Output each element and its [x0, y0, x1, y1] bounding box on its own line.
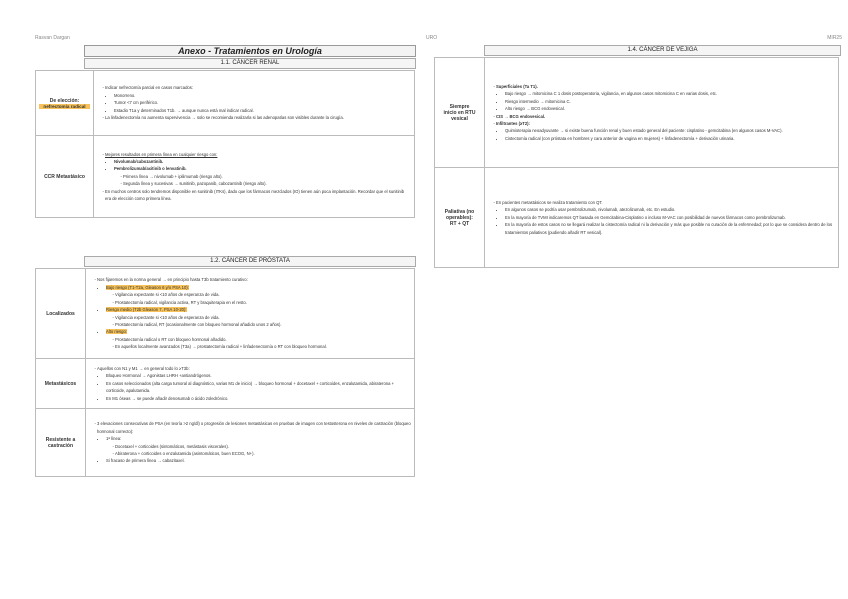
vejiga-table — [434, 57, 839, 268]
prostata-metastasicos-content — [86, 359, 415, 409]
list-item: • Bajo riesgo → mitomicina C 1 dosis postoperatoria, vigilancia, en algunos casos mitomicina C en varias dosis, etc. — [505, 90, 835, 97]
vejiga-paliativa-label-3: RT + QT — [449, 220, 470, 227]
list-item: - Prostatectomía radical o RT con bloqueo hormonal añadido. — [115, 336, 411, 343]
list-item: - En aquellos localmente avanzados (T3a) → prostatectomía radical + linfadenectomía o RT con bloqueo hormonal. — [115, 343, 411, 350]
list-item: • Alto riesgo: - Prostatectomía radical o RT con bloqueo hormonal añadido. - En aquellos localmente avanzados (T3a) → prostatectomía radical + linfadenectomía o RT con bloqueo hormonal. — [106, 328, 411, 350]
author-name: Rasvan Dargan — [35, 35, 70, 41]
prostata-resistente-label-2: castración — [47, 442, 73, 449]
list-item: • Bajo riesgo (T1-T2a, Gleason 6 y/o PSA 10): - Vigilancia expectante si <10 años de esperanza de vida. - Prostatectomía radical, vigilancia activa, RT y braquiterapia en el resto. — [106, 284, 411, 306]
list-item: - Prostatectomía radical, vigilancia activa, RT y braquiterapia en el resto. — [115, 299, 411, 306]
list-item: - Primera línea → nivolumab + ipilimumab (riesgo alto). — [123, 173, 411, 180]
section-vejiga-title: 1.4. CÁNCER DE VEJIGA — [484, 45, 841, 56]
vejiga-row-paliativa — [435, 168, 839, 268]
renal-metastasico-label: CCR Metastásico — [36, 136, 94, 218]
renal-eleccion-content — [94, 71, 415, 136]
list-item: • En la mayoría de estos casos no se llegará realizar la cistectomía radical ni la derivación y más que posible no curación de la enfermedad; por lo que se considera dentro de los tratamientos paliativos (pudiendo añadir RT vesical). — [505, 221, 835, 236]
list-item: • Si fracaso de primera línea → cabazitaxel. — [106, 457, 411, 464]
list-item: - CIS → BCG endovesical. — [496, 113, 835, 120]
list-item: - En pacientes metastásicos se realiza tratamiento con QT. • En algunos casos se podría usar pembrolizumab, nivolumab, atezolizumab, etc. En estudio. • En la mayoría de TVMI indicaremos QT basada en Gemcitabina-Cisplatino o incluso M-VAC con posibilidad de nuevos fármacos como pembrolizumab. • En la mayoría de estos casos no se llegará realizar la cistectomía radical ni la derivación y más que posible no curación de la enfermedad; por lo que se considera dentro de los tratamientos paliativos (pudiendo añadir RT vesical). — [496, 199, 835, 236]
list-item: • 1ª línea: - Docetaxel + corticoides (sintomáticos, metástasis viscerales). - Abiraterona + corticoides o enzalutamida (asintomáticos, buen ECOG, N+). — [106, 435, 411, 457]
list-item: • En casos seleccionados (alta carga tumoral al diagnóstico, varias M1 de inicio) → bloqueo hormonal + docetaxel + corticoides, enzalutamida, abiraterona + corticoide, apalutamida. — [106, 380, 411, 395]
vejiga-siempre-label — [435, 58, 485, 168]
list-item: • Tumor <7 cm periférico. — [114, 99, 411, 106]
list-item: • Nivolumab/cabozantinib. — [114, 158, 411, 165]
list-item: • Estadio T1a y determinados T1b. → aunque nunca está mal indicar radical. — [114, 107, 411, 114]
list-item: • En M1 óseas → se puede añadir denosumab o ácido zoledrónico. — [106, 395, 411, 402]
prostata-table — [35, 268, 415, 477]
renal-eleccion-label — [36, 71, 94, 136]
vejiga-siempre-content — [485, 58, 839, 168]
prostata-resistente-label — [36, 409, 86, 477]
vejiga-paliativa-label-2: operables): — [446, 214, 473, 221]
prostata-row-resistente — [36, 409, 415, 477]
prostata-localizados-content — [86, 269, 415, 359]
list-item: • En la mayoría de TVMI indicaremos QT basada en Gemcitabina-Cisplatino o incluso M-VAC con posibilidad de nuevos fármacos como pembrolizumab. — [505, 214, 835, 221]
renal-eleccion-label-1: De elección: — [49, 97, 80, 104]
vejiga-siempre-label-1: Siempre — [449, 103, 470, 110]
list-item: - Prostatectomía radical, RT (ocasionalmente con bloqueo hormonal añadido unos 2 años). — [115, 321, 411, 328]
prostata-metastasicos-label: Metastásicos — [36, 359, 86, 409]
prostata-row-metastasicos — [36, 359, 415, 409]
vejiga-paliativa-label — [435, 168, 485, 268]
vejiga-row-siempre — [435, 58, 839, 168]
course-label: MIR25 — [827, 35, 842, 41]
section-renal-title: 1.1. CÁNCER RENAL — [84, 58, 416, 69]
list-item: - Aquellos con N1 y M1 → en general todo lo ≥T3b: • Bloqueo Hormonal → Agonistas LHRH +antiandrógenos. • En casos seleccionados (alta carga tumoral al diagnóstico, varias M1 de inicio) → bloqueo hormonal + docetaxel + corticoides, enzalutamida, abiraterona + corticoide, apalutamida. • En M1 óseas → se puede añadir denosumab o ácido zoledrónico. — [97, 365, 411, 402]
subject-label: URO — [426, 35, 438, 41]
right-page — [424, 0, 848, 599]
list-item: - La linfadenectomía no aumenta supervivencia → solo se recomienda realizarla si las adenopatías son visibles durante la cirugía. — [105, 114, 411, 121]
list-item: - Superficiales (Ta T1). • Bajo riesgo → mitomicina C 1 dosis postoperatoria, vigilancia, en algunos casos mitomicina C en varias dosis, etc. • Riesgo intermedio → mitomicina C. • Alto riesgo → BCG endovesical. — [496, 83, 835, 113]
list-item: - Vigilancia expectante si <10 años de esperanza de vida. — [115, 291, 411, 298]
list-item: • Quimioterapia neoadyuvante → si existe buena función renal y buen estado general del paciente: cisplatino - gemcitabina (en algunos casos M-VAC). — [505, 127, 835, 134]
renal-row-eleccion — [36, 71, 415, 136]
list-item: • Cistectomía radical (con próstata en hombres y cara anterior de vagina en mujeres) + linfadenectomía + derivación urinaria. — [505, 135, 835, 142]
list-item: • Riesgo intermedio → mitomicina C. — [505, 98, 835, 105]
vejiga-siempre-label-3: vesical — [451, 115, 468, 122]
prostata-localizados-label: Localizados — [36, 269, 86, 359]
list-item: - Segunda línea y sucesivas → sunitinib, pazopanib, cabozantinib (riesgo alto). — [123, 180, 411, 187]
list-item: • En algunos casos se podría usar pembrolizumab, nivolumab, atezolizumab, etc. En estudio. — [505, 206, 835, 213]
renal-row-metastasico — [36, 136, 415, 218]
list-item: • Riesgo medio (T2b Gleason 7, PSA 10-20): - Vigilancia expectante si <10 años de esperanza de vida. - Prostatectomía radical, RT (ocasionalmente con bloqueo hormonal añadido unos 2 años). — [106, 306, 411, 328]
list-item: - Abiraterona + corticoides o enzalutamida (asintomáticos, buen ECOG, N+). — [115, 450, 411, 457]
list-item: - Nos fijaremos en la norma general → en principio hasta T3b tratamiento curativo: • Bajo riesgo (T1-T2a, Gleason 6 y/o PSA 10): - Vigilancia expectante si <10 años de esperanza de vida. - Prostatectomía radical, vigilancia activa, RT y braquiterapia en el resto. • Riesgo medio (T2b Gleason 7, PSA 10-20): - Vigilancia expectante si <10 años de esperanza de vida. - Prostatectomía radical, RT (ocasionalmente con bloqueo hormonal añadido unos 2 años). • Alto riesgo: - Prostatectomía radical o RT con bloqueo hormonal añadido. - En aquellos localmente avanzados (T3a) → prostatectomía radical + linfadenectomía o RT con bloqueo hormonal. — [97, 276, 411, 350]
list-item: - Docetaxel + corticoides (sintomáticos, metástasis viscerales). — [115, 443, 411, 450]
list-item: - Indicar nefrectomía parcial en casos marcados: • Monorreno. • Tumor <7 cm periférico. • Estadio T1a y determinados T1b. → aunque nunca está mal indicar radical. — [105, 84, 411, 114]
list-item: - En muchos centros solo tendremos disponible en sunitinib (ITKs), dado que los fármacos mezclados (IO) tienen aún poca implantación. Recordar que el sunitinib era de elección como primera línea. — [105, 188, 411, 203]
list-item: - 3 elevaciones consecutivas de PSA (en teoría >2 ng/dl) o progresión de lesiones metastásicas en pruebas de imagen con testosterona en niveles de castración (bloqueo hormonal correcto): • 1ª línea: - Docetaxel + corticoides (sintomáticos, metástasis viscerales). - Abiraterona + corticoides o enzalutamida (asintomáticos, buen ECOG, N+). • Si fracaso de primera línea → cabazitaxel. — [97, 420, 411, 464]
renal-metastasico-content — [94, 136, 415, 218]
prostata-resistente-label-1: Resistente a — [45, 436, 76, 443]
renal-eleccion-label-2: nefrectomía radical — [39, 104, 90, 109]
page-title: Anexo - Tratamientos en Urología — [84, 45, 416, 57]
section-prostata-title: 1.2. CÁNCER DE PRÓSTATA — [84, 256, 416, 267]
prostata-row-localizados — [36, 269, 415, 359]
list-item: • Pembrolizumab/axitinib o lenvatinib. - Primera línea → nivolumab + ipilimumab (riesgo alto). - Segunda línea y sucesivas → sunitinib, pazopanib, cabozantinib (riesgo alto). — [114, 165, 411, 187]
list-item: - Infiltrantes (≥T2): • Quimioterapia neoadyuvante → si existe buena función renal y buen estado general del paciente: cisplatino - gemcitabina (en algunos casos M-VAC). • Cistectomía radical (con próstata en hombres y cara anterior de vagina en mujeres) + linfadenectomía + derivación urinaria. — [496, 120, 835, 142]
prostata-resistente-content — [86, 409, 415, 477]
vejiga-paliativa-label-1: Paliativa (no — [444, 208, 475, 215]
list-item: - Vigilancia expectante si <10 años de esperanza de vida. — [115, 314, 411, 321]
list-item: - Mejores resultados en primera línea en cualquier riesgo con: • Nivolumab/cabozantinib. • Pembrolizumab/axitinib o lenvatinib. - Primera línea → nivolumab + ipilimumab (riesgo alto). - Segunda línea y sucesivas → sunitinib, pazopanib, cabozantinib (riesgo alto). — [105, 151, 411, 188]
list-item: • Alto riesgo → BCG endovesical. — [505, 105, 835, 112]
list-item: • Monorreno. — [114, 92, 411, 99]
list-item: • Bloqueo Hormonal → Agonistas LHRH +antiandrógenos. — [106, 372, 411, 379]
vejiga-paliativa-content — [485, 168, 839, 268]
vejiga-siempre-label-2: inicio en RTU — [443, 109, 476, 116]
renal-table — [35, 70, 415, 218]
